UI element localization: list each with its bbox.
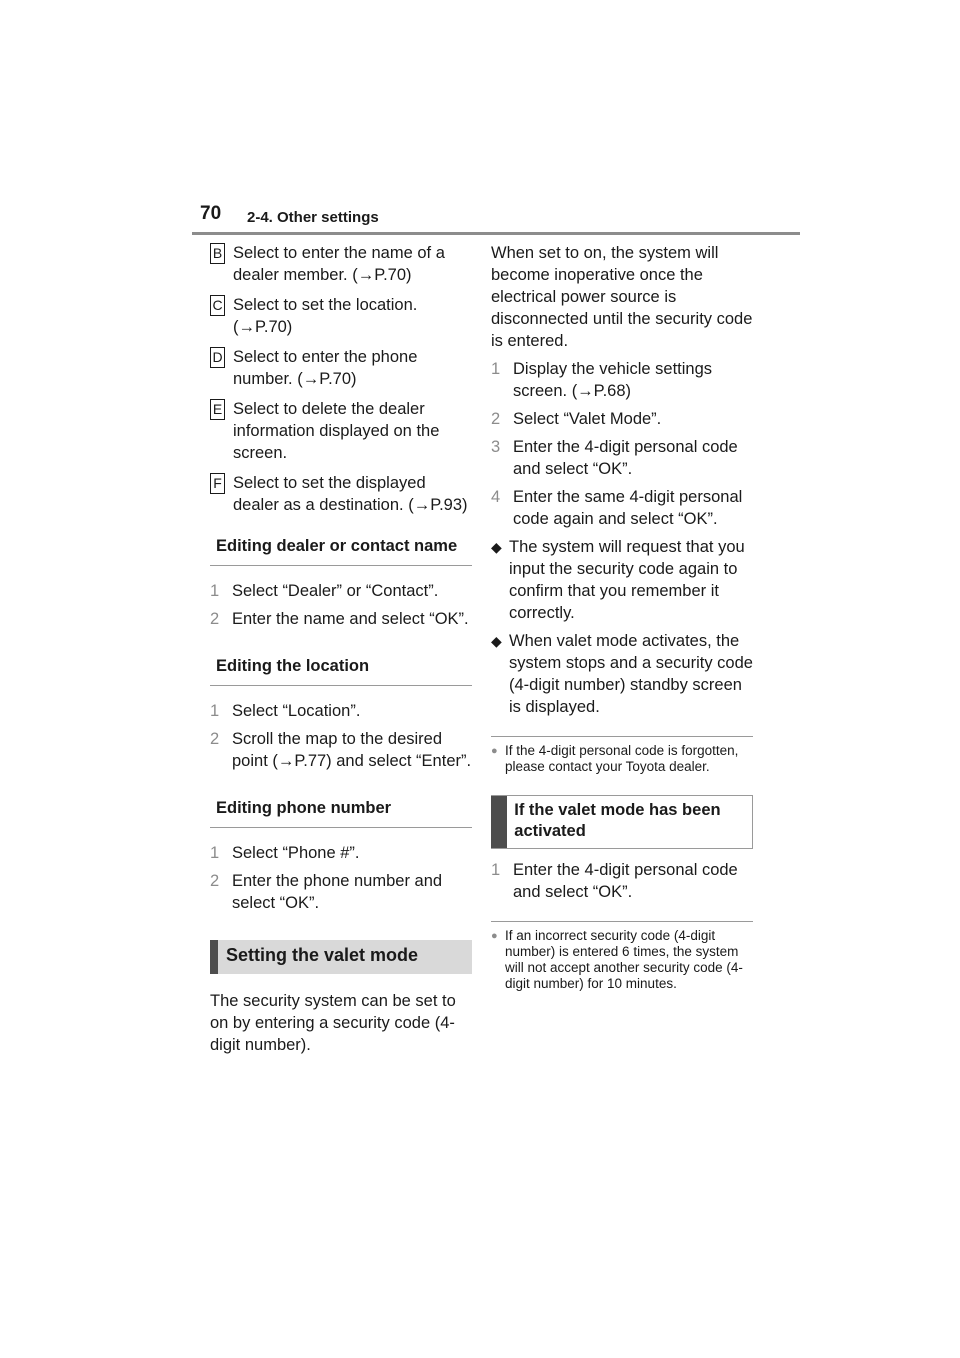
step-number: 1 — [210, 702, 220, 720]
diamond-bullet-icon: ◆ — [491, 539, 502, 555]
diamond-bullet-icon: ◆ — [491, 633, 502, 649]
section-heading-valet — [210, 940, 472, 974]
step — [491, 859, 753, 903]
step — [491, 436, 753, 480]
item-text: Select to set the location. (→P.70) — [233, 296, 418, 336]
step-number: 2 — [491, 410, 501, 428]
step — [210, 580, 472, 602]
step — [491, 358, 753, 402]
list-item — [210, 242, 472, 286]
left-column — [210, 242, 472, 1062]
heading-text: If the valet mode has been activated — [514, 801, 721, 840]
step — [210, 842, 472, 864]
step-text: Select “Dealer” or “Contact”. — [232, 582, 439, 600]
list-item — [210, 398, 472, 464]
header-rule — [192, 232, 800, 235]
step — [210, 608, 472, 630]
step-text: Scroll the map to the desired point (→P.77) and select “Enter”. — [232, 730, 472, 770]
step-number: 2 — [210, 610, 220, 628]
subheading-activated — [491, 795, 753, 849]
right-column — [491, 242, 753, 998]
paragraph: The security system can be set to on by entering a security code (4-digit number). — [210, 992, 456, 1054]
step — [210, 870, 472, 914]
note-divider — [491, 921, 753, 922]
step-text: Enter the 4-digit personal code and select “OK”. — [513, 438, 738, 478]
section-title: 2-4. Other settings — [247, 209, 379, 226]
list-item — [210, 294, 472, 338]
step-text: Select “Phone #”. — [232, 844, 360, 862]
callout-badge: D — [210, 347, 225, 368]
paragraph: When set to on, the system will become inoperative once the electrical power source is disconnected until the security code is entered. — [491, 244, 753, 350]
callout-badge: B — [210, 243, 225, 264]
note-divider — [491, 736, 753, 737]
bullet-item — [491, 536, 753, 624]
list-item — [210, 346, 472, 390]
step — [491, 486, 753, 530]
item-text: Select to delete the dealer information displayed on the screen. — [233, 400, 440, 462]
item-text: Select to enter the phone number. (→P.70) — [233, 348, 418, 388]
heading-bar — [491, 796, 507, 848]
step-text: Enter the same 4-digit personal code again and select “OK”. — [513, 488, 743, 528]
step — [210, 700, 472, 722]
subheading-phone: Editing phone number — [210, 798, 472, 828]
item-text: Select to enter the name of a dealer member. (→P.70) — [233, 244, 445, 284]
step-number: 1 — [491, 360, 501, 378]
note-text: If an incorrect security code (4-digit number) is entered 6 times, the system will not accept another security code (4-digit number) for 10 minutes. — [505, 928, 743, 991]
heading-text: Setting the valet mode — [226, 945, 419, 965]
step-number: 1 — [491, 861, 501, 879]
step-number: 1 — [210, 844, 220, 862]
callout-badge: C — [210, 295, 225, 316]
callout-badge: E — [210, 399, 225, 420]
note-text: If the 4-digit personal code is forgotten, please contact your Toyota dealer. — [505, 743, 739, 774]
step-number: 2 — [210, 730, 220, 748]
bullet-text: The system will request that you input the security code again to confirm that you remember it correctly. — [509, 538, 745, 622]
bullet-text: When valet mode activates, the system stops and a security code (4-digit number) standby screen is displayed. — [509, 632, 753, 716]
step — [210, 728, 472, 772]
note — [491, 928, 753, 992]
item-text: Select to set the displayed dealer as a destination. (→P.93) — [233, 474, 468, 514]
step-text: Select “Valet Mode”. — [513, 410, 662, 428]
step-number: 4 — [491, 488, 501, 506]
circle-bullet-icon: ● — [491, 930, 498, 942]
step — [491, 408, 753, 430]
circle-bullet-icon: ● — [491, 745, 498, 757]
step-text: Display the vehicle settings screen. (→P.68) — [513, 360, 713, 400]
callout-badge: F — [210, 473, 225, 494]
note — [491, 743, 753, 775]
heading-bar — [210, 940, 218, 974]
list-item — [210, 472, 472, 516]
step-text: Select “Location”. — [232, 702, 361, 720]
step-text: Enter the 4-digit personal code and select “OK”. — [513, 861, 738, 901]
subheading-dealer: Editing dealer or contact name — [210, 536, 472, 566]
page-number: 70 — [200, 203, 222, 224]
bullet-item — [491, 630, 753, 718]
step-number: 3 — [491, 438, 501, 456]
step-text: Enter the phone number and select “OK”. — [232, 872, 443, 912]
step-number: 1 — [210, 582, 220, 600]
subheading-location: Editing the location — [210, 656, 472, 686]
step-text: Enter the name and select “OK”. — [232, 610, 469, 628]
step-number: 2 — [210, 872, 220, 890]
